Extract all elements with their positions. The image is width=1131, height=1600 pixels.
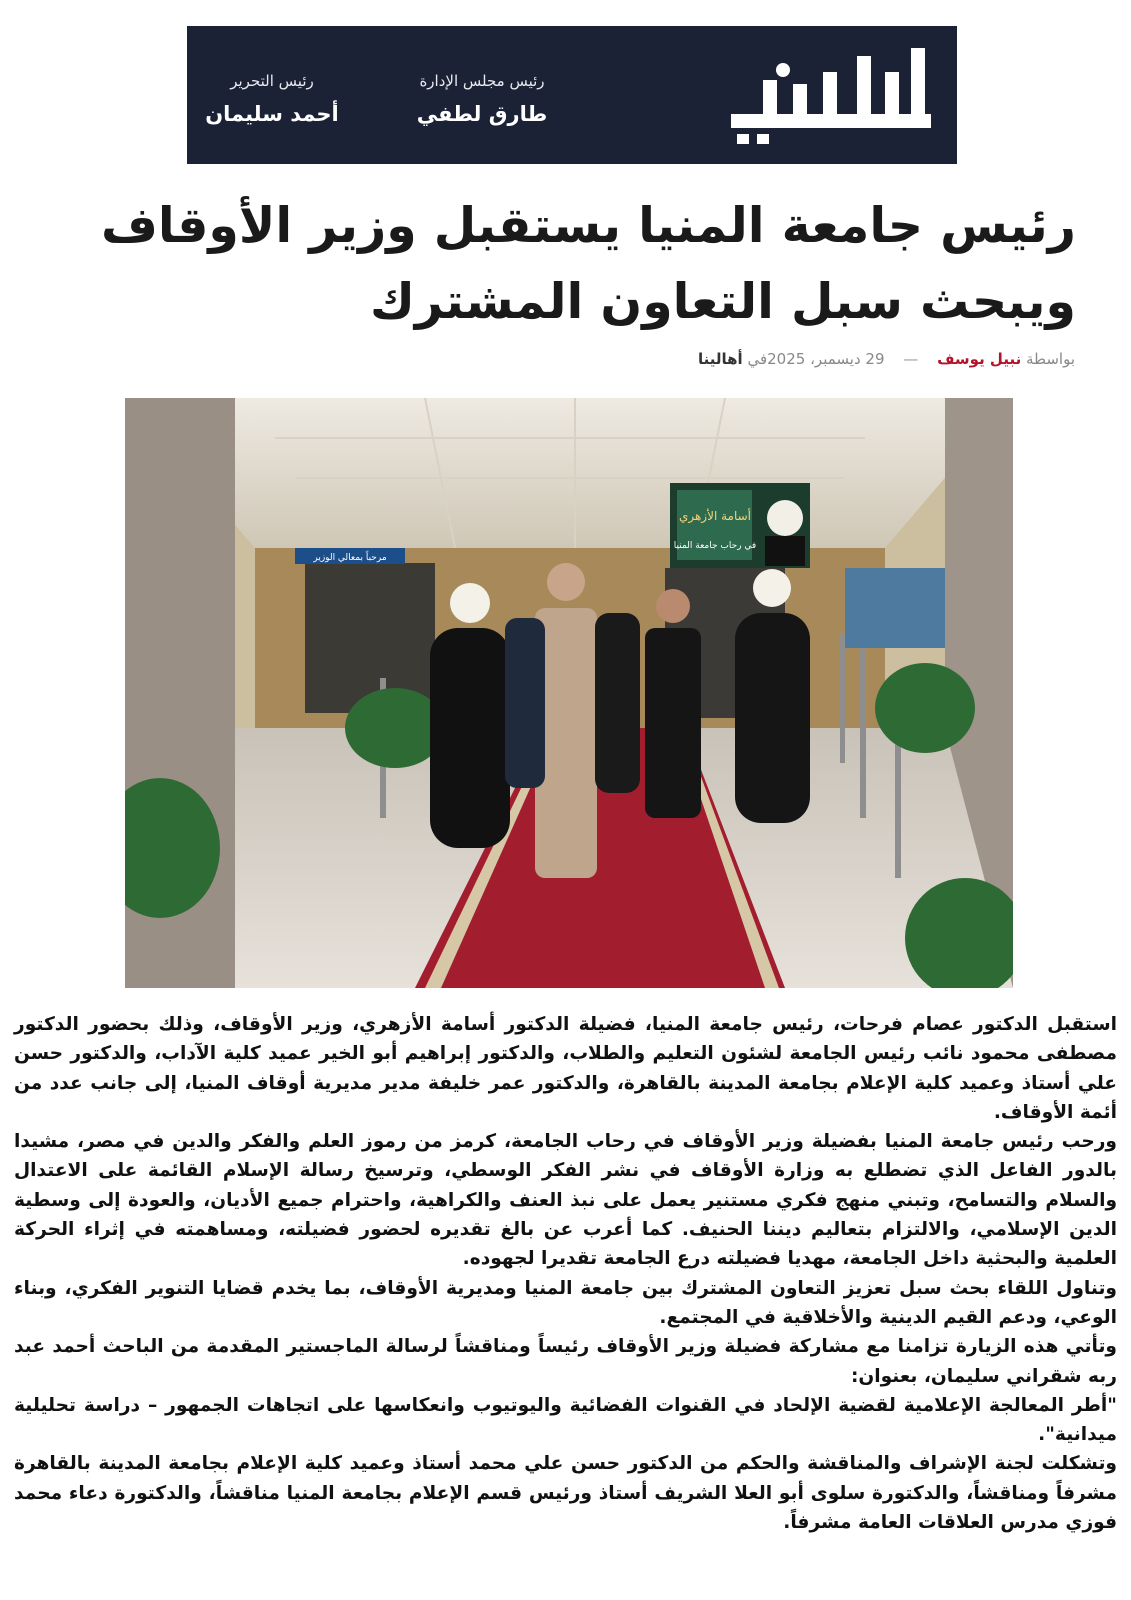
screen-caption: في رحاب جامعة المنيا bbox=[673, 541, 757, 551]
byline bbox=[375, 350, 1075, 368]
article-headline: رئيس جامعة المنيا يستقبل وزير الأوقاف ويبحث سبل التعاون المشترك bbox=[101, 197, 1076, 330]
newspaper-logo[interactable] bbox=[723, 42, 943, 148]
article-paragraph: ورحب رئيس جامعة المنيا بفضيلة وزير الأوقاف في رحاب الجامعة، كرمز من رموز العلم والفكر والدين في مصر، مشيدا بالدور الفاعل الذي تضطلع به وزارة الأوقاف في نشر الفكر الوسطي، وترسيخ رسالة الإسلام القائمة على الاعتدال والسلام والتسامح، وتبني منهج فكري مستنير يعمل على نبذ العنف والكراهية، واحترام جميع الأديان، والعودة إلى وسطية الدين الإسلامي، والالتزام بتعاليم ديننا الحنيف. كما أعرب عن بالغ تقديره لحضور فضيلته، ومساهمته في إثراء الحركة العلمية والبحثية داخل الجامعة، مهديا فضيلته درع الجامعة تقديرا لجهوده. bbox=[14, 1131, 1117, 1270]
wall-banner: مرحباً بمعالي الوزير bbox=[313, 553, 387, 563]
editor-in-chief-block bbox=[197, 72, 347, 126]
board-chair-role: رئيس مجلس الإدارة bbox=[419, 72, 545, 90]
byline-by-label: بواسطة bbox=[1025, 350, 1075, 368]
article-paragraph: استقبل الدكتور عصام فرحات، رئيس جامعة المنيا، فضيلة الدكتور أسامة الأزهري، وزير الأوقاف، وذلك بحضور الدكتور مصطفى محمود نائب رئيس الجامعة لشئون التعليم والطلاب، والدكتور إبراهيم أبو الخير عميد كلية الآداب، والدكتور حسن علي أستاذ وعميد كلية الإعلام بجامعة المدينة بالقاهرة، والدكتور عمر خليفة مدير مديرية أوقاف المنيا، إلى جانب عدد من أئمة الأوقاف. bbox=[14, 1014, 1117, 1123]
screen-title: أسامة الأزهري bbox=[678, 509, 752, 523]
logo-mark bbox=[723, 42, 943, 148]
article-photo bbox=[125, 398, 1013, 988]
byline-in-label: في bbox=[747, 350, 768, 368]
editor-in-chief-role: رئيس التحرير bbox=[230, 72, 314, 90]
byline-author-link[interactable]: نبيل يوسف bbox=[937, 350, 1022, 368]
byline-separator: — bbox=[903, 350, 919, 368]
masthead bbox=[187, 26, 957, 164]
lobby-scene-illustration bbox=[125, 398, 1013, 988]
editor-in-chief-name: أحمد سليمان bbox=[205, 102, 339, 126]
article-body bbox=[14, 1010, 1117, 1537]
byline-date: 29 ديسمبر، 2025 bbox=[767, 350, 885, 368]
article-paragraph: وتأتي هذه الزيارة تزامنا مع مشاركة فضيلة وزير الأوقاف رئيساً ومناقشاً لرسالة الماجستير المقدمة من الباحث أحمد عبد ربه شقراني سليمان، بعنوان: bbox=[14, 1336, 1117, 1387]
board-chair-block bbox=[387, 72, 577, 126]
article-paragraph: "أطر المعالجة الإعلامية لقضية الإلحاد في القنوات الفضائية واليوتيوب وانعكاسها على اتجاهات الجمهور – دراسة تحليلية ميدانية". bbox=[14, 1394, 1117, 1446]
article-paragraph: وتناول اللقاء بحث سبل تعزيز التعاون المشترك بين جامعة المنيا ومديرية الأوقاف، بما يخدم قضايا التنوير الفكري، وبناء الوعي، ودعم القيم الدينية والأخلاقية في المجتمع. bbox=[14, 1277, 1117, 1328]
byline-section-link[interactable]: أهالينا bbox=[697, 350, 743, 368]
board-chair-name: طارق لطفي bbox=[416, 102, 548, 126]
article-paragraph: وتشكلت لجنة الإشراف والمناقشة والحكم من الدكتور حسن علي محمد أستاذ وعميد كلية الإعلام بجامعة المدينة بالقاهرة مشرفاً ومناقشاً، والدكتورة سلوى أبو العلا الشريف أستاذ ورئيس قسم الإعلام بجامعة المنيا مناقشاً، والدكتورة دعاء محمد فوزي مدرس العلاقات العامة مشرفاً. bbox=[14, 1453, 1117, 1534]
